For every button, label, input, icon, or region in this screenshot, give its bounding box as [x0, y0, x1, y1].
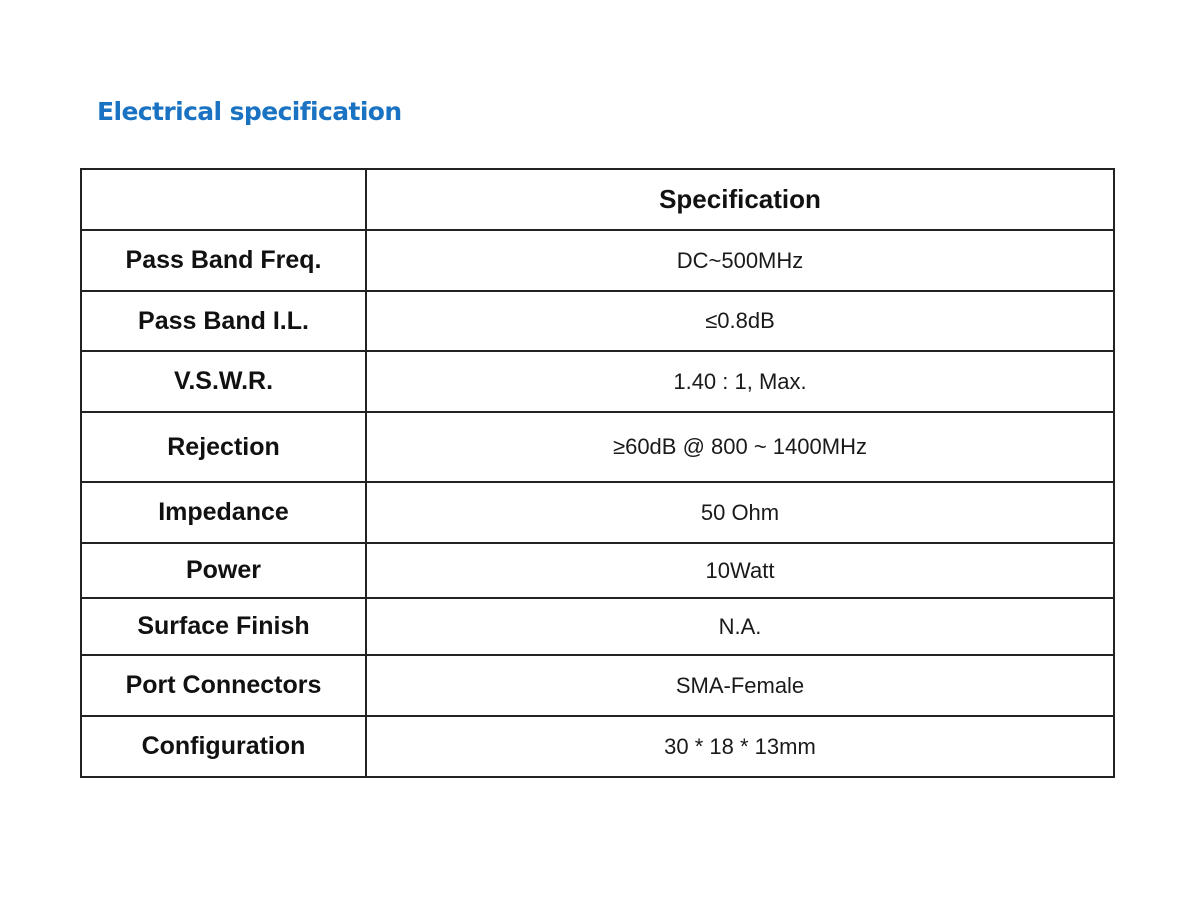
table-row: [81, 230, 1114, 291]
value-cell: ≤0.8dB: [366, 291, 1114, 351]
value-cell: 1.40 : 1, Max.: [366, 351, 1114, 412]
param-cell: Port Connectors: [81, 655, 366, 716]
value-cell: ≥60dB @ 800 ~ 1400MHz: [366, 412, 1114, 482]
table-row: [81, 482, 1114, 543]
table-row: [81, 351, 1114, 412]
param-cell: Pass Band Freq.: [81, 230, 366, 291]
table-row: [81, 598, 1114, 655]
spec-table: [80, 168, 1115, 778]
table-row: [81, 543, 1114, 598]
table-row: [81, 655, 1114, 716]
value-cell: SMA-Female: [366, 655, 1114, 716]
param-cell: Rejection: [81, 412, 366, 482]
table-row: [81, 412, 1114, 482]
table-row: [81, 291, 1114, 351]
table-row: [81, 716, 1114, 777]
param-cell: Configuration: [81, 716, 366, 777]
value-cell: 50 Ohm: [366, 482, 1114, 543]
param-cell: Power: [81, 543, 366, 598]
param-cell: V.S.W.R.: [81, 351, 366, 412]
value-cell: 10Watt: [366, 543, 1114, 598]
section-title: Electrical specification: [97, 97, 402, 126]
header-specification-cell: Specification: [366, 169, 1114, 230]
param-cell: Surface Finish: [81, 598, 366, 655]
value-cell: DC~500MHz: [366, 230, 1114, 291]
value-cell: 30 * 18 * 13mm: [366, 716, 1114, 777]
param-cell: Impedance: [81, 482, 366, 543]
header-param-cell: [81, 169, 366, 230]
value-cell: N.A.: [366, 598, 1114, 655]
param-cell: Pass Band I.L.: [81, 291, 366, 351]
table-header-row: [81, 169, 1114, 230]
